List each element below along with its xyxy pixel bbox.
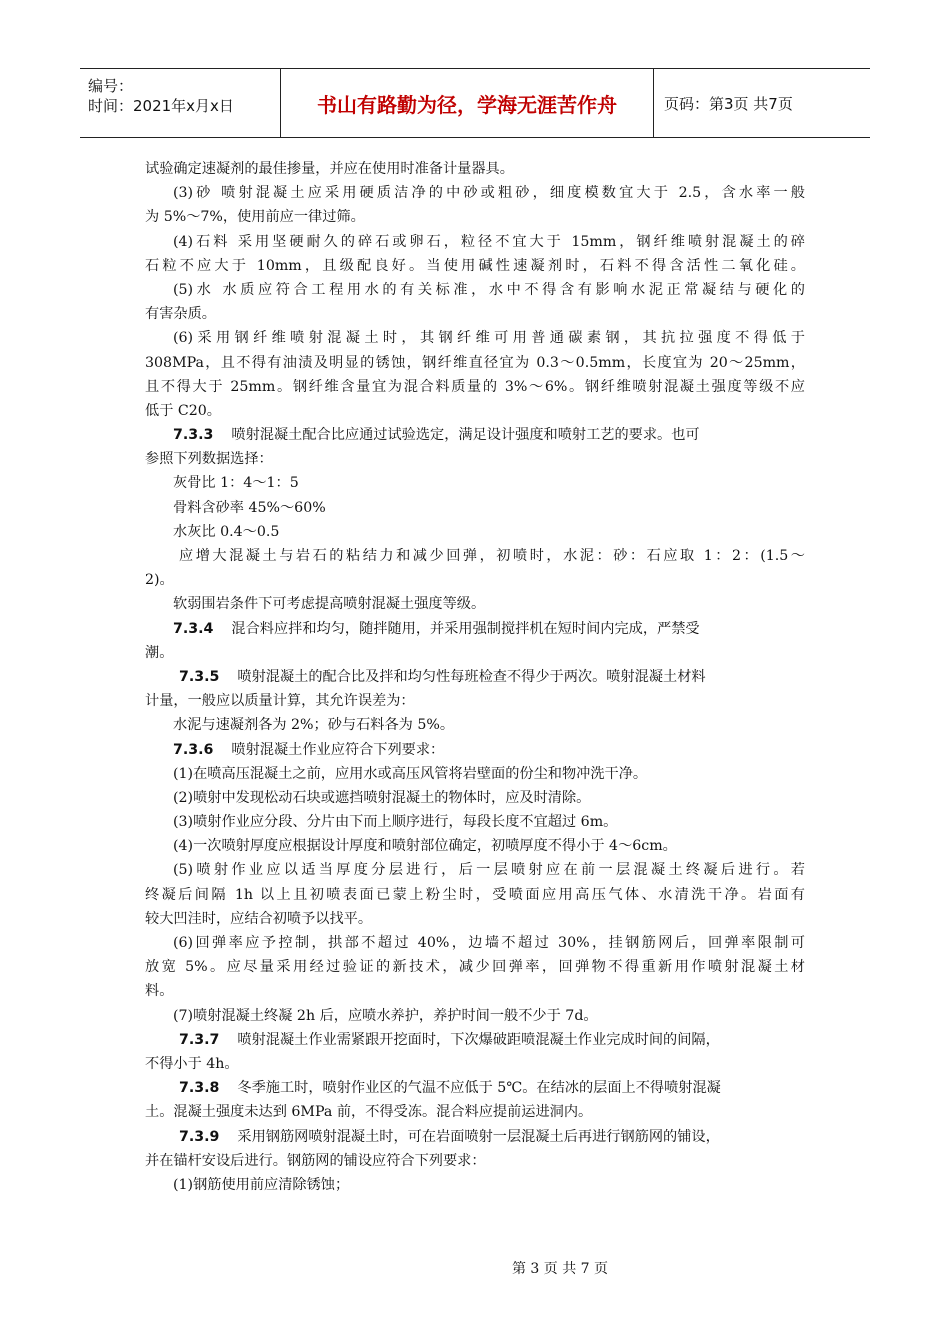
body-line-text: 冬季施工时，喷射作业区的气温不应低于 5℃。在结冰的层面上不得喷射混凝: [237, 1080, 721, 1097]
body-line: (1)在喷高压混凝土之前，应用水或高压风管将岩壁面的份尘和物冲洗干净。: [173, 765, 648, 782]
body-line: (5)喷射作业应以适当厚度分层进行，后一层喷射应在前一层混凝土终凝后进行。若: [173, 862, 805, 879]
body-line: 不得小于 4h。: [145, 1055, 239, 1072]
body-line: 参照下列数据选择：: [145, 451, 273, 468]
header-motto: 书山有路勤为径，学海无涯苦作舟: [281, 69, 654, 137]
header-meta-cell: [80, 69, 281, 137]
footer-page-number: 第 3 页 共 7 页: [511, 1261, 609, 1277]
body-line: (6)回弹率应予控制，拱部不超过 40%，边墙不超过 30%，挂钢筋网后，回弹率限制可: [173, 935, 805, 951]
section-number: 7.3.5: [179, 668, 220, 685]
body-line-text: 喷射混凝土的配合比及拌和均匀性每班检查不得少于两次。喷射混凝土材料: [237, 668, 706, 685]
body-line-text: 采用钢筋网喷射混凝土时，可在岩面喷射一层混凝土后再进行钢筋网的铺设，: [237, 1128, 720, 1145]
body-line: 2)。: [145, 572, 174, 589]
body-line: 且不得大于 25mm。钢纤维含量宜为混合料质量的 3%～6%。钢纤维喷射混凝土强度等级不应: [145, 378, 805, 395]
section-line: [145, 738, 805, 762]
body-line: 应增大混凝土与岩石的粘结力和减少回弹，初喷时，水泥：砂：石应取 1：2：(1.5～: [179, 548, 805, 564]
body-line: 潮。: [145, 644, 174, 661]
document-date-label: 时间：2021年x月x日: [88, 97, 234, 115]
body-line: 土。混凝土强度未达到 6MPa 前，不得受冻。混合料应提前运进洞内。: [145, 1104, 593, 1121]
document-number-label: 编号：: [88, 77, 134, 95]
body-line: 水泥与速凝剂各为 2%；砂与石料各为 5%。: [173, 717, 455, 734]
body-line: 为 5%～7%，使用前应一律过筛。: [145, 209, 365, 226]
section-number: 7.3.3: [173, 427, 214, 444]
body-line: 灰骨比 1：4～1：5: [173, 475, 299, 492]
body-line: 水灰比 0.4～0.5: [173, 523, 280, 540]
section-line: [145, 1125, 805, 1149]
body-line: 并在锚杆安设后进行。钢筋网的铺设应符合下列要求：: [145, 1152, 486, 1169]
body-line: 石粒不应大于 10mm，且级配良好。当使用碱性速凝剂时，石料不得含活性二氧化硅。: [145, 257, 805, 274]
body-line: 终凝后间隔 1h 以上且初喷表面已蒙上粉尘时，受喷面应用高压气体、水清洗干净。岩面有: [145, 886, 805, 903]
section-number: 7.3.6: [173, 741, 214, 758]
document-body: [145, 157, 805, 1197]
section-line: [145, 617, 805, 641]
page-footer: [0, 1258, 950, 1278]
body-line: (1)钢筋使用前应清除锈蚀；: [173, 1176, 350, 1193]
body-line: (7)喷射混凝土终凝 2h 后，应喷水养护，养护时间一般不少于 7d。: [173, 1007, 598, 1024]
body-line: 较大凹洼时，应结合初喷予以找平。: [145, 910, 373, 927]
body-line-text: 喷射混凝土作业应符合下列要求：: [231, 741, 445, 758]
body-line: 低于 C20。: [145, 402, 221, 419]
body-line: (4)石料 采用坚硬耐久的碎石或卵石，粒径不宜大于 15mm，钢纤维喷射混凝土的碎: [173, 233, 805, 250]
page-header: [80, 68, 870, 138]
body-line: 骨料含砂率 45%～60%: [173, 499, 326, 516]
header-page-label: 页码：第3页 共7页: [664, 94, 793, 113]
body-line-text: 喷射混凝土配合比应通过试验选定，满足设计强度和喷射工艺的要求。也可: [231, 427, 700, 444]
body-line: (3)喷射作业应分段、分片由下而上顺序进行，每段长度不宜超过 6m。: [173, 814, 618, 831]
body-line: 软弱围岩条件下可考虑提高喷射混凝土强度等级。: [173, 596, 486, 613]
body-line: 放宽 5%。应尽量采用经过验证的新技术，减少回弹率，回弹物不得重新用作喷射混凝土材: [145, 959, 805, 976]
body-line: (6)采用钢纤维喷射混凝土时，其钢纤维可用普通碳素钢，其抗拉强度不得低于: [173, 330, 805, 347]
body-line: (3)砂 喷射混凝土应采用硬质洁净的中砂或粗砂，细度模数宜大于 2.5，含水率一般: [173, 185, 805, 202]
section-number: 7.3.8: [179, 1080, 220, 1097]
body-line: 308MPa，且不得有油渍及明显的锈蚀，钢纤维直径宜为 0.3～0.5mm，长度宜为 20～25mm，: [145, 354, 805, 371]
section-line: [145, 1028, 805, 1052]
section-number: 7.3.7: [179, 1031, 220, 1048]
body-line: 料。: [145, 983, 174, 1000]
section-line: [145, 665, 805, 689]
body-line: (4)一次喷射厚度应根据设计厚度和喷射部位确定，初喷厚度不得小于 4～6cm。: [173, 838, 677, 855]
section-number: 7.3.9: [179, 1128, 220, 1145]
body-line: 试验确定速凝剂的最佳掺量，并应在使用时准备计量器具。: [145, 161, 514, 177]
section-line: [145, 1076, 805, 1100]
body-line-text: 喷射混凝土作业需紧跟开挖面时，下次爆破距喷混凝土作业完成时间的间隔，: [237, 1031, 720, 1048]
body-line: 计量，一般应以质量计算，其允许误差为：: [145, 693, 415, 710]
body-line-text: 混合料应拌和均匀，随拌随用，并采用强制搅拌机在短时间内完成，严禁受: [231, 620, 700, 637]
body-line: (5)水 水质应符合工程用水的有关标准，水中不得含有影响水泥正常凝结与硬化的: [173, 281, 805, 298]
section-number: 7.3.4: [173, 620, 214, 637]
body-line: (2)喷射中发现松动石块或遮挡喷射混凝土的物体时，应及时清除。: [173, 789, 591, 806]
section-line: [145, 423, 805, 447]
body-line: 有害杂质。: [145, 306, 216, 323]
